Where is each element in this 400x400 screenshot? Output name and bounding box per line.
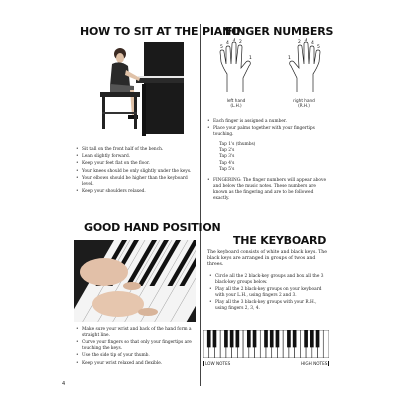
right-finger-1: 1 <box>288 56 291 61</box>
list-item: • Lean slightly forward. <box>76 154 194 160</box>
white-key <box>323 330 329 358</box>
list-item: • Use the side tip of your thumb. <box>76 353 194 359</box>
right-column <box>203 0 334 400</box>
low-notes-arrow <box>203 361 204 366</box>
sit-title: HOW TO SIT AT THE PIANO <box>80 25 241 38</box>
hands-diagram <box>217 38 323 112</box>
black-key <box>310 330 314 347</box>
right-finger-4: 4 <box>311 41 314 46</box>
black-key <box>276 330 280 347</box>
list-item: Tap 5's <box>219 166 235 172</box>
list-item: • FINGERING: The finger numbers will appear above and below the music notes. These numbers are known as the fingering and are to be followed exactly. <box>207 178 329 202</box>
fingers-title: FINGER NUMBERS <box>225 25 334 38</box>
finger-bullets <box>207 119 329 139</box>
high-notes-label: HIGH NOTES <box>301 361 328 366</box>
right-hand-label <box>289 98 319 108</box>
black-key <box>207 330 211 347</box>
keyboard-bullets <box>209 274 329 314</box>
black-key <box>230 330 234 347</box>
list-item: • Curve your fingers so that only your fingertips are touching the keys. <box>76 340 194 352</box>
black-key <box>247 330 251 347</box>
left-finger-2: 2 <box>239 40 242 45</box>
fingering-note <box>207 178 329 203</box>
right-finger-3: 3 <box>304 38 308 43</box>
black-key <box>293 330 297 347</box>
low-notes-label: LOW NOTES <box>205 361 231 366</box>
right-finger-2: 2 <box>298 40 301 45</box>
right-finger-5: 5 <box>317 45 320 50</box>
list-item: • Your knees should be only slightly under the keys. <box>76 169 194 175</box>
keyboard-intro: The keyboard consists of white and black keys. The black keys are arranged in groups of twos and threes. <box>207 250 327 268</box>
black-key <box>316 330 320 347</box>
list-item: • Place your palms together with your fingertips touching. <box>207 126 329 138</box>
list-item: • Each finger is assigned a number. <box>207 119 329 125</box>
left-hand-label-line1: left hand <box>226 98 246 103</box>
black-key <box>264 330 268 347</box>
left-finger-4: 4 <box>226 41 229 46</box>
list-item: Tap 4's <box>219 160 235 166</box>
tap-list <box>219 142 319 173</box>
list-item: • Keep your wrist relaxed and flexible. <box>76 361 194 367</box>
list-item: • Sit tall on the front half of the bench. <box>76 147 194 153</box>
sit-bullets <box>76 147 194 196</box>
black-key <box>287 330 291 347</box>
keyboard-diagram <box>203 330 329 358</box>
left-finger-3: 3 <box>232 38 236 43</box>
list-item: Tap 3's <box>219 154 235 160</box>
list-item: • Make sure your wrist and back of the hand form a straight line. <box>76 327 194 339</box>
list-item: • Keep your feet flat on the floor. <box>76 161 194 167</box>
list-item: Tap 2's <box>219 148 235 154</box>
column-divider <box>200 24 201 386</box>
right-hand-label-line1: right hand <box>293 98 315 103</box>
high-notes-arrow <box>328 361 329 366</box>
right-hand-label-line2: (R.H.) <box>298 103 310 108</box>
list-item: • Your elbows should be higher than the keyboard level. <box>76 176 194 188</box>
list-item: • Keep your shoulders relaxed. <box>76 189 194 195</box>
left-hand-label-line2: (L.H.) <box>230 103 242 108</box>
sitting-at-piano-photo <box>84 42 184 140</box>
left-finger-1: 1 <box>249 56 252 61</box>
list-item: • Play all the 3 black-key groups with your R.H., using fingers 2, 3, 4. <box>209 300 329 312</box>
left-finger-5: 5 <box>220 45 223 50</box>
list-item: • Play all the 2 black-key groups on your keyboard with your L.H., using fingers 2 and 3. <box>209 287 329 299</box>
list-item: • Circle all the 2 black-key groups and box all the 3 black-key groups below. <box>209 274 329 286</box>
black-key <box>253 330 257 347</box>
black-key <box>270 330 274 347</box>
black-key <box>304 330 308 347</box>
page-number: 4 <box>62 381 66 387</box>
black-key <box>224 330 228 347</box>
left-hand-label <box>223 98 249 108</box>
black-key <box>213 330 217 347</box>
keyboard-title: THE KEYBOARD <box>233 234 327 247</box>
hand-title: GOOD HAND POSITION <box>84 221 221 234</box>
hand-position-photo <box>74 240 196 322</box>
hands-outline <box>217 38 323 98</box>
black-key <box>236 330 240 347</box>
list-item: Tap 1's (thumbs) <box>219 142 256 147</box>
keyboard-svg <box>203 330 329 358</box>
hand-bullets <box>76 327 194 368</box>
